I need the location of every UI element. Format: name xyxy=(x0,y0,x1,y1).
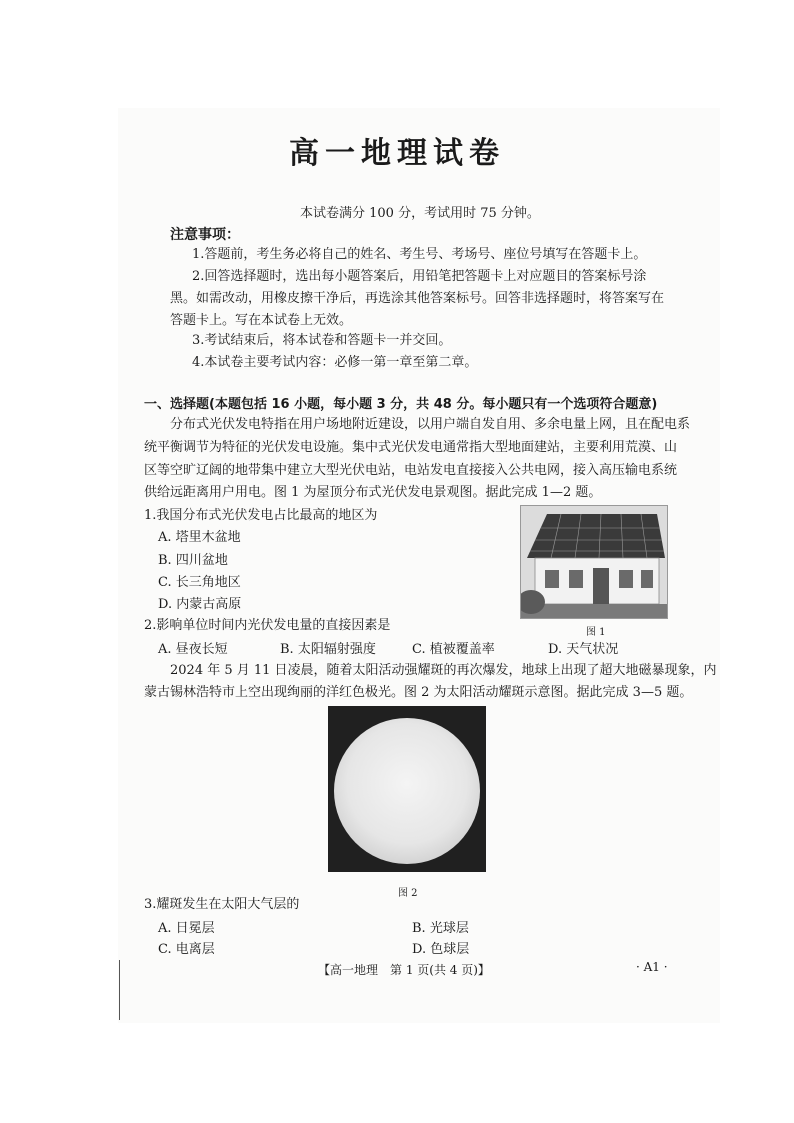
figure-1-rooftop-solar-photo xyxy=(520,505,668,619)
section-heading: 一、选择题(本题包括 16 小题，每小题 3 分，共 48 分。每小题只有一个选项符合题意) xyxy=(144,397,658,412)
question-stem: 1.我国分布式光伏发电占比最高的地区为 xyxy=(144,508,378,523)
scan-edge-line xyxy=(119,960,120,1020)
notice-heading: 注意事项： xyxy=(170,227,240,243)
paper-code: · A1 · xyxy=(636,960,668,974)
option-b: B. 太阳辐射强度 xyxy=(280,642,376,657)
notice-item: 1.答题前，考生务必将自己的姓名、考生号、考场号、座位号填写在答题卡上。 xyxy=(192,247,647,262)
option-a: A. 昼夜长短 xyxy=(158,642,228,657)
page-footer: 【高一地理 第 1 页(共 4 页)】 xyxy=(318,963,490,977)
passage-line: 分布式光伏发电特指在用户场地附近建设，以用户端自发自用、多余电量上网，且在配电系 xyxy=(170,417,691,432)
exam-intro: 本试卷满分 100 分，考试用时 75 分钟。 xyxy=(300,206,540,221)
option-a: A. 塔里木盆地 xyxy=(158,530,241,545)
passage-line: 统平衡调节为特征的光伏发电设施。集中式光伏发电通常指大型地面建站，主要利用荒漠、山 xyxy=(144,440,678,455)
passage-line: 蒙古锡林浩特市上空出现绚丽的洋红色极光。图 2 为太阳活动耀斑示意图。据此完成 3—5 题。 xyxy=(144,685,693,700)
option-b: B. 四川盆地 xyxy=(158,553,228,568)
option-c: C. 植被覆盖率 xyxy=(412,642,495,657)
passage-line: 2024 年 5 月 11 日凌晨，随着太阳活动强耀斑的再次爆发，地球上出现了超大地磁暴现象，内 xyxy=(170,663,717,678)
option-d: D. 色球层 xyxy=(412,942,470,957)
sun-disk xyxy=(334,718,480,864)
passage-line: 供给远距离用户用电。图 1 为屋顶分布式光伏发电景观图。据此完成 1—2 题。 xyxy=(144,485,602,500)
figure-2-caption: 图 2 xyxy=(398,888,418,899)
exam-title: 高一地理试卷 xyxy=(289,136,505,171)
figure-1-caption: 图 1 xyxy=(586,627,606,638)
option-c: C. 长三角地区 xyxy=(158,575,241,590)
option-d: D. 天气状况 xyxy=(548,642,619,657)
question-stem: 2.影响单位时间内光伏发电量的直接因素是 xyxy=(144,618,391,633)
option-c: C. 电离层 xyxy=(158,942,215,957)
rooftop-solar-illustration xyxy=(521,506,667,618)
figure-2-solar-flare-photo xyxy=(328,706,486,872)
notice-item: 答题卡上。写在本试卷上无效。 xyxy=(170,313,353,328)
option-a: A. 日冕层 xyxy=(158,921,215,936)
notice-item: 黑。如需改动，用橡皮擦干净后，再选涂其他答案标号。回答非选择题时，将答案写在 xyxy=(170,291,665,306)
notice-item: 3.考试结束后，将本试卷和答题卡一并交回。 xyxy=(192,333,452,348)
option-d: D. 内蒙古高原 xyxy=(158,597,242,612)
passage-line: 区等空旷辽阔的地带集中建立大型光伏电站，电站发电直接接入公共电网，接入高压输电系统 xyxy=(144,463,678,478)
notice-item: 2.回答选择题时，选出每小题答案后，用铅笔把答题卡上对应题目的答案标号涂 xyxy=(192,269,647,284)
option-b: B. 光球层 xyxy=(412,921,469,936)
question-stem: 3.耀斑发生在太阳大气层的 xyxy=(144,897,300,912)
notice-item: 4.本试卷主要考试内容：必修一第一章至第二章。 xyxy=(192,355,478,370)
